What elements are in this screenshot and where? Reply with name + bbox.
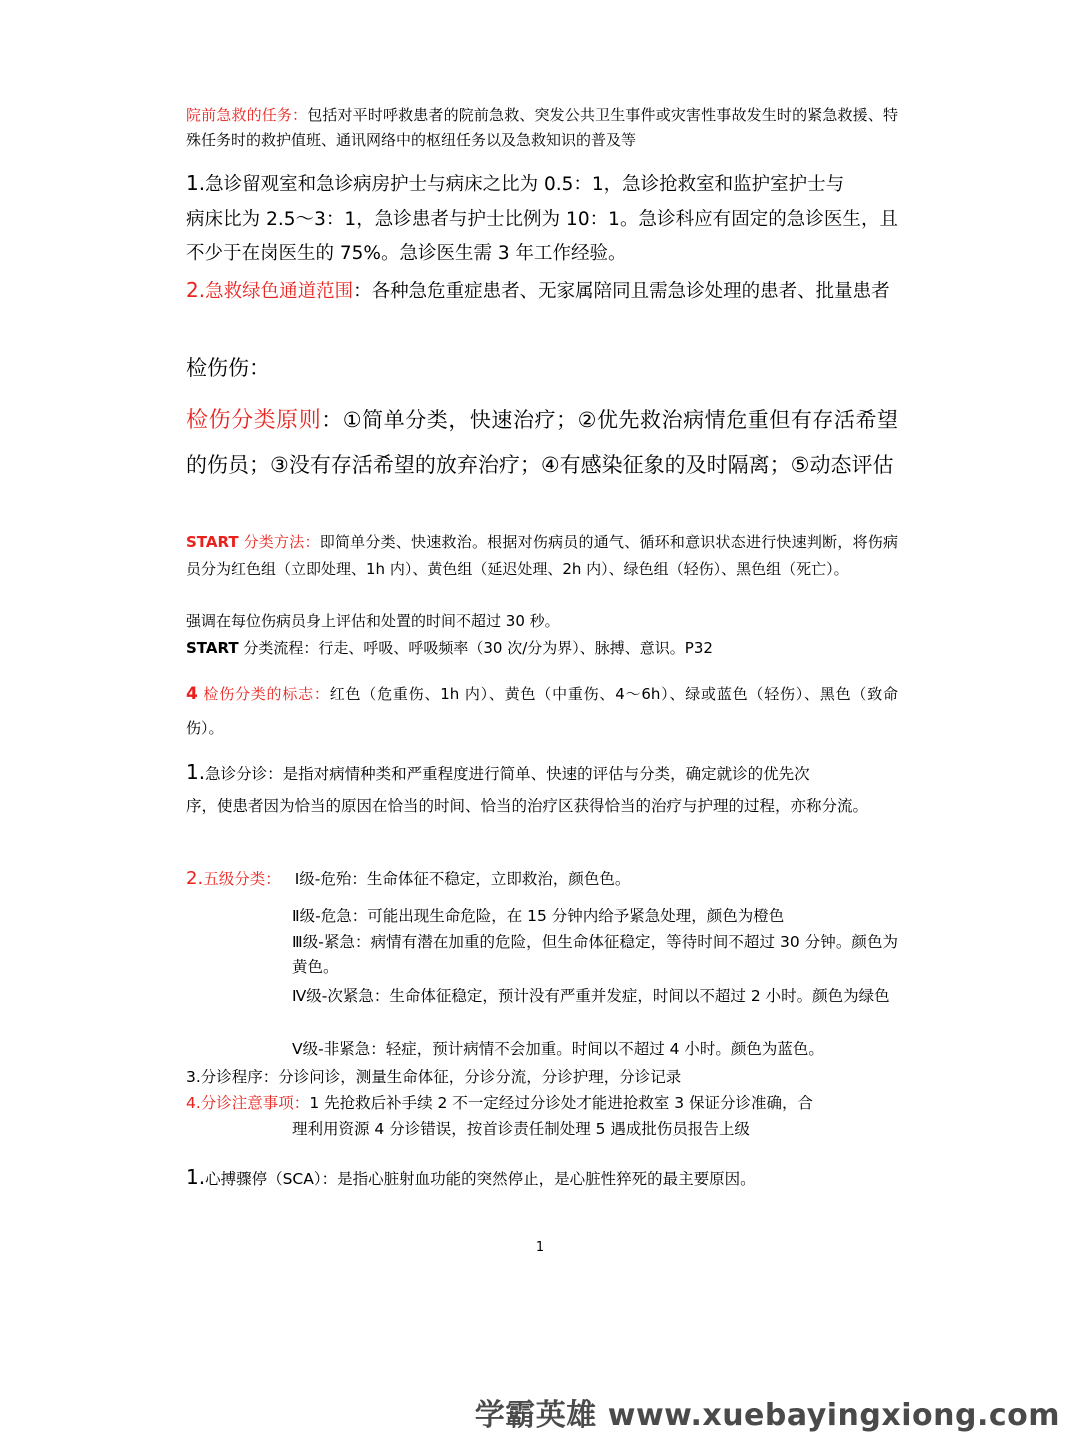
text-start-flow: 分类流程：行走、呼吸、呼吸频率（30 次/分为界）、脉搏、意识。P32	[238, 639, 713, 657]
label-start-method: 分类方法：	[238, 533, 320, 551]
label-triage-markers: 检伤分类的标志：	[197, 685, 330, 703]
paragraph-five-levels	[186, 865, 898, 893]
text-cardiac-arrest: 心搏骤停（SCA）：是指心脏射血功能的突然停止，是心脏性猝死的最主要原因。	[205, 1170, 756, 1188]
label-triage-principles: 检伤分类原则	[186, 408, 322, 433]
text-triage-notes-line2: 理利用资源 4 分诊错误，按首诊责任制处理 5 遇成批伤员报告上级	[292, 1120, 750, 1138]
level-1: Ⅰ级-危殆：生命体征不稳定，立即救治，颜色色。	[294, 870, 631, 888]
item-number: 4	[186, 684, 198, 704]
paragraph-triage-markers	[186, 677, 898, 745]
level-4: Ⅳ级-次紧急：生命体征稳定，预计没有严重并发症，时间以不超过 2 小时。颜色为绿色	[292, 987, 890, 1005]
label-start-flow: START	[186, 639, 239, 657]
heading-triage	[186, 346, 898, 390]
watermark: 学霸英雄 www.xuebayingxiong.com	[474, 1398, 1060, 1433]
paragraph-triage-notes	[186, 1091, 898, 1116]
item-number: 4.	[186, 1094, 201, 1112]
label-start: START	[186, 533, 239, 551]
paragraph-triage-principles	[186, 398, 898, 487]
paragraph-emergency-triage-cont	[186, 793, 898, 820]
item-number: 2.	[186, 868, 204, 889]
paragraph-start-method	[186, 529, 898, 583]
paragraph-nurse-ratio	[186, 165, 898, 203]
text-nurse-ratio-line1: 急诊留观室和急诊病房护士与病床之比为 0.5：1，急诊抢救室和监护室护士与	[205, 174, 845, 195]
level-5: Ⅴ级-非紧急：轻症，预计病情不会加重。时间以不超过 4 小时。颜色为蓝色。	[292, 1040, 824, 1058]
paragraph-30-seconds	[186, 609, 898, 634]
text-nurse-ratio-line2: 病床比为 2.5～3：1，急诊患者与护士比例为 10：1。急诊科应有固定的急诊医生，且不少于在岗医生的 75%。急诊医生需 3 年工作经验。	[186, 209, 898, 264]
text-emergency-triage-line2: 序，使患者因为恰当的原因在恰当的时间、恰当的治疗区获得恰当的治疗与护理的过程，亦称分流。	[186, 797, 869, 815]
item-number: 1.	[186, 1165, 206, 1189]
text-green-channel: ：各种急危重症患者、无家属陪同且需急诊处理的患者、批量患者	[353, 281, 890, 302]
paragraph-green-channel	[186, 272, 898, 310]
text-triage-procedure: 3.分诊程序：分诊问诊，测量生命体征，分诊分流，分诊护理，分诊记录	[186, 1068, 682, 1086]
item-number: 2.	[186, 278, 206, 302]
level-3: Ⅲ级-紧急：病情有潜在加重的危险，但生命体征稳定，等待时间不超过 30 分钟。颜色为黄色。	[292, 933, 899, 976]
paragraph-triage-procedure	[186, 1065, 898, 1089]
text-prehospital-tasks: 包括对平时呼救患者的院前急救、突发公共卫生事件或灾害性事故发生时的紧急救援、特殊任务时的救护值班、通讯网络中的枢纽任务以及急救知识的普及等	[186, 106, 898, 149]
page-number: 1	[535, 1240, 545, 1255]
text-start-method: 即简单分类、快速救治。根据对伤病员的通气、循环和意识状态进行快速判断，将伤病员分为红色组（立即处理、1h 内）、黄色组（延迟处理、2h 内）、绿色组（轻伤）、黑色组（死亡）。	[186, 533, 898, 578]
label-prehospital-tasks: 院前急救的任务：	[186, 106, 308, 124]
item-number: 1.	[186, 760, 206, 784]
label-five-levels: 五级分类：	[203, 870, 281, 888]
paragraph-nurse-ratio-cont	[186, 203, 898, 271]
paragraph-emergency-triage	[186, 758, 898, 788]
text-emergency-triage-line1: 急诊分诊：是指对病情种类和严重程度进行简单、快速的评估与分类，确定就诊的优先次	[205, 765, 810, 783]
text-triage-markers: 红色（危重伤、1h 内）、黄色（中重伤、4～6h）、绿或蓝色（轻伤）、黑色（致命伤）。	[186, 685, 898, 737]
text-triage-principles: ：①简单分类，快速治疗；②优先救治病情危重但有存活希望的伤员；③没有存活希望的放弃治疗；④有感染征象的及时隔离；⑤动态评估	[186, 408, 898, 477]
label-triage-notes: 分诊注意事项：	[200, 1094, 310, 1112]
text-30-seconds: 强调在每位伤病员身上评估和处置的时间不超过 30 秒。	[186, 612, 560, 630]
item-number: 1.	[186, 171, 206, 195]
label-green-channel: 急救绿色通道范围	[205, 281, 354, 302]
paragraph-start-flow	[186, 636, 898, 661]
level-2: Ⅱ级-危急：可能出现生命危险，在 15 分钟内给予紧急处理，颜色为橙色	[292, 907, 785, 925]
paragraph-cardiac-arrest	[186, 1162, 898, 1194]
heading-triage-text: 检伤伤：	[186, 356, 270, 380]
paragraph-prehospital-tasks	[186, 103, 898, 153]
text-triage-notes-line1: 1 先抢救后补手续 2 不一定经过分诊处才能进抢救室 3 保证分诊准确，合	[309, 1094, 814, 1112]
